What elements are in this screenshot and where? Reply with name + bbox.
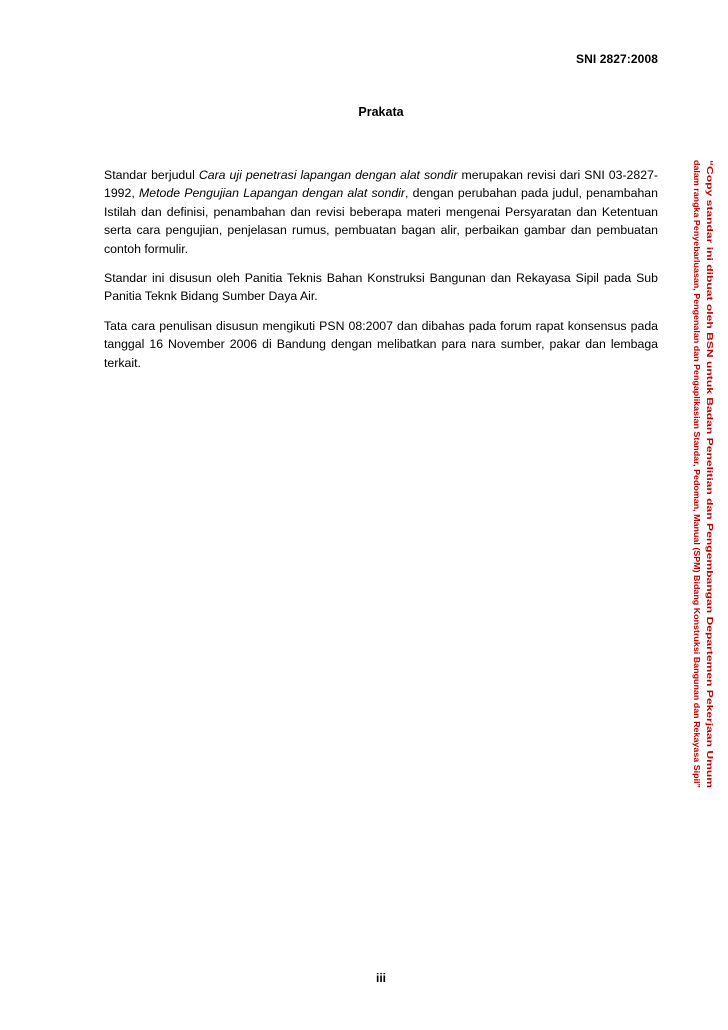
paragraph-1-italic-title: Cara uji penetrasi lapangan dengan alat sondir [198, 168, 458, 182]
paragraph-1 [104, 166, 658, 258]
document-body [104, 166, 658, 383]
side-note-line-1: “Copy standar ini dibuat oleh BSN untuk Badan Penelitian dan Pengembangan Departemen Pekerjaan Umum [705, 160, 715, 607]
paragraph-1-text-c: , dengan perubahan pada judul, penambahan Istilah dan definisi, penambahan dan revisi beberapa materi mengenai Persyaratan dan Ketentuan serta cara pengujian, penjelasan rumus, pembuatan bagan alir, perbaikan gambar dan pembuatan contoh formulir. [104, 186, 658, 256]
paragraph-3: Tata cara penulisan disusun mengikuti PSN 08:2007 dan dibahas pada forum rapat konsensus pada tanggal 16 November 2006 di Bandung dengan melibatkan para nara sumber, pakar dan lembaga terkait. [104, 318, 658, 370]
standard-code: SNI 2827:2008 [575, 52, 658, 66]
paragraph-2: Standar ini disusun oleh Panitia Teknis Bahan Konstruksi Bangunan dan Rekayasa Sipil pada Sub Panitia Teknk Bidang Sumber Daya Air. [104, 271, 658, 304]
page-title: Prakata [358, 105, 404, 119]
side-note-line-2: dalam rangka Penyebarluasan, Pengenalan dan Pengaplikasian Standar, Pedoman, Manual (SPM) Bidang Konstruksi Bangunan dan Rekayasa Sipil” [692, 160, 702, 766]
paragraph-1-italic-old-title: Metode Pengujian Lapangan dengan alat sondir [139, 186, 405, 201]
paragraph-1-text-b: merupakan revisi dari SNI 03-2827-1992, [104, 168, 658, 201]
paragraph-1-text-a: Standar berjudul [104, 168, 199, 182]
page-number: iii [375, 971, 386, 985]
copyright-side-note [680, 160, 720, 790]
